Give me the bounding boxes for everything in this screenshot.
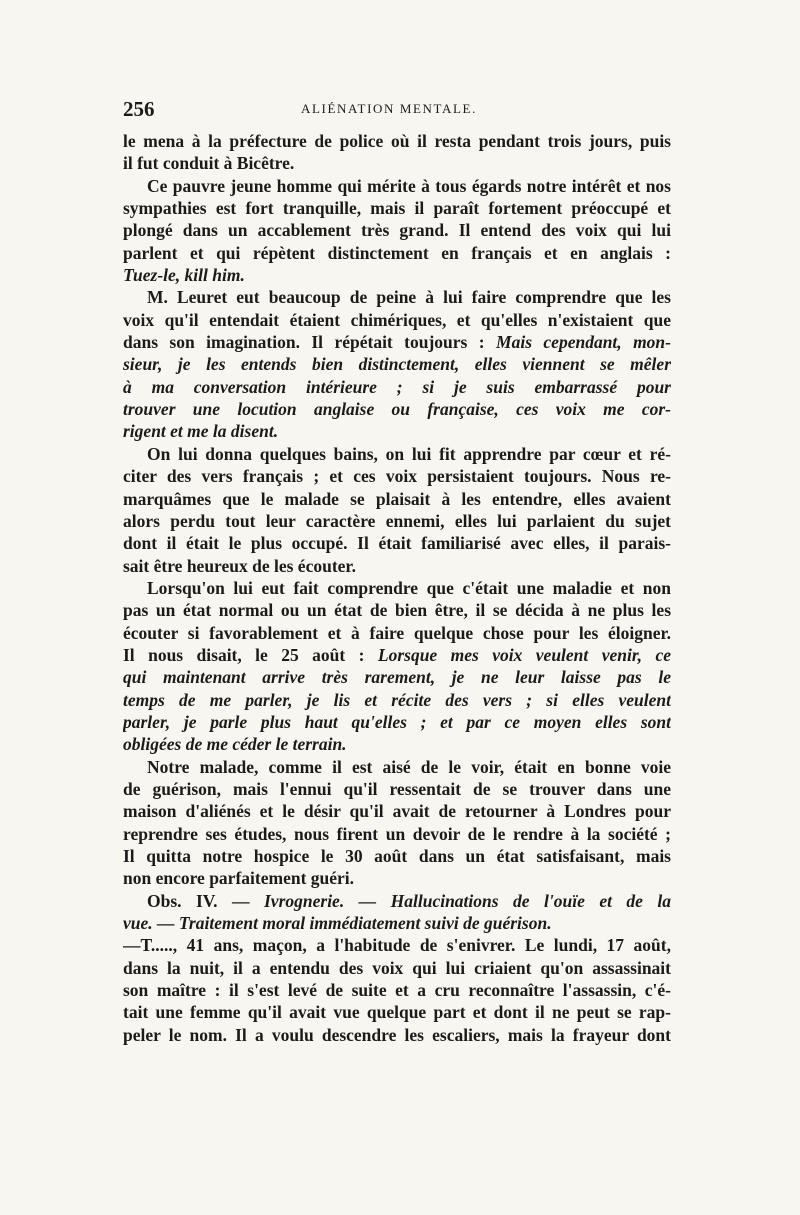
observation-title: Ivrognerie. — Hallucinations de l'ouïe et de la (264, 890, 671, 911)
text-line: citer des vers français ; et ces voix persistaient toujours. Nous re- (123, 466, 671, 487)
text-line: écouter si favorablement et à faire quelque chose pour les éloigner. (123, 622, 671, 643)
text-line: le mena à la préfecture de police où il resta pendant trois jours, puis (123, 131, 671, 151)
body-text (123, 130, 671, 1046)
quoted-speech: Lorsque mes voix veulent venir, ce (377, 644, 671, 665)
text-line: On lui donna quelques bains, on lui fit apprendre par cœur et ré- (147, 443, 671, 464)
observation-heading (123, 890, 671, 912)
quoted-speech-line: obligées de me céder le terrain. (123, 734, 347, 755)
text-line: non encore parfaitement guéri. (123, 868, 355, 889)
observation-number: Obs. IV. — (147, 890, 264, 911)
observation-title-line: vue. — Traitement moral immédiatement suivi de guérison. (123, 913, 552, 934)
text-line: peler le nom. Il a voulu descendre les escaliers, mais la frayeur dont (123, 1024, 671, 1045)
text-line: il fut conduit à Bicêtre. (123, 153, 295, 174)
text-line: de guérison, mais l'ennui qu'il ressentait de se trouver dans une (123, 778, 671, 799)
text-line: tait une femme qu'il avait vue quelque part et dont il ne peut se rap- (123, 1002, 671, 1023)
text-line: plongé dans un accablement très grand. Il entend des voix qui lui (123, 220, 671, 241)
text-segment: Il nous disait, le 25 août : (123, 644, 378, 665)
text-line: sympathies est fort tranquille, mais il paraît fortement préoccupé et (123, 198, 671, 219)
text-line: parlent et qui répètent distinctement en français et en anglais : (123, 242, 671, 263)
text-line: son maître : il s'est levé de suite et a cru reconnaître l'assassin, c'é- (123, 980, 671, 1001)
text-line (123, 644, 671, 666)
text-line: Lorsqu'on lui eut fait comprendre que c'était une maladie et non (147, 577, 671, 598)
text-line: M. Leuret eut beaucoup de peine à lui faire comprendre que les (147, 287, 671, 308)
quoted-speech: Mais cependant, mon- (496, 332, 671, 353)
text-line: sait être heureux de les écouter. (123, 555, 356, 576)
quoted-speech-line: qui maintenant arrive très rarement, je ne leur laisse pas le (123, 667, 671, 688)
text-line: Il quitta notre hospice le 30 août dans un état satisfaisant, mais (123, 846, 671, 866)
quoted-speech-line: trouver une locution anglaise ou française, ces voix me cor- (123, 399, 671, 420)
text-line: Ce pauvre jeune homme qui mérite à tous égards notre intérêt et nos (147, 175, 671, 196)
text-line: Notre malade, comme il est aisé de le voir, était en bonne voie (147, 756, 671, 777)
text-line (123, 331, 671, 353)
page-number: 256 (123, 97, 155, 121)
text-line: maison d'aliénés et le désir qu'il avait de retourner à Londres pour (123, 801, 671, 822)
quoted-speech-line: parler, je parle plus haut qu'elles ; et par ce moyen elles sont (123, 711, 671, 732)
text-line: dont il était le plus occupé. Il était familiarisé avec elles, il parais- (123, 533, 671, 554)
text-line: —T....., 41 ans, maçon, a l'habitude de s'enivrer. Le lundi, 17 août, (123, 935, 671, 956)
text-line: pas un état normal ou un état de bien être, il se décida à ne plus les (123, 600, 671, 621)
page-header (123, 98, 671, 120)
quoted-speech-line: à ma conversation intérieure ; si je suis embarrassé pour (123, 376, 671, 397)
text-line: dans la nuit, il a entendu des voix qui lui criaient qu'on assassinait (123, 957, 671, 978)
text-line: alors perdu tout leur caractère ennemi, elles lui parlaient du sujet (123, 510, 671, 531)
text-line: marquâmes que le malade se plaisait à les entendre, elles avaient (123, 488, 671, 509)
text-segment: dans son imagination. Il répétait toujours : (123, 332, 497, 353)
quoted-speech-line: temps de me parler, je lis et récite des vers ; si elles veulent (123, 689, 671, 710)
text-line: voix qu'il entendait étaient chimériques, et qu'elles n'existaient que (123, 309, 671, 330)
text-line: Tuez-le, kill him. (123, 265, 245, 286)
quoted-speech-line: rigent et me la disent. (123, 421, 279, 442)
running-title: ALIÉNATION MENTALE. (301, 101, 477, 116)
quoted-speech-line: sieur, je les entends bien distinctement, elles viennent se mêler (123, 354, 671, 375)
text-line: reprendre ses études, nous firent un devoir de le rendre à la société ; (123, 823, 671, 844)
